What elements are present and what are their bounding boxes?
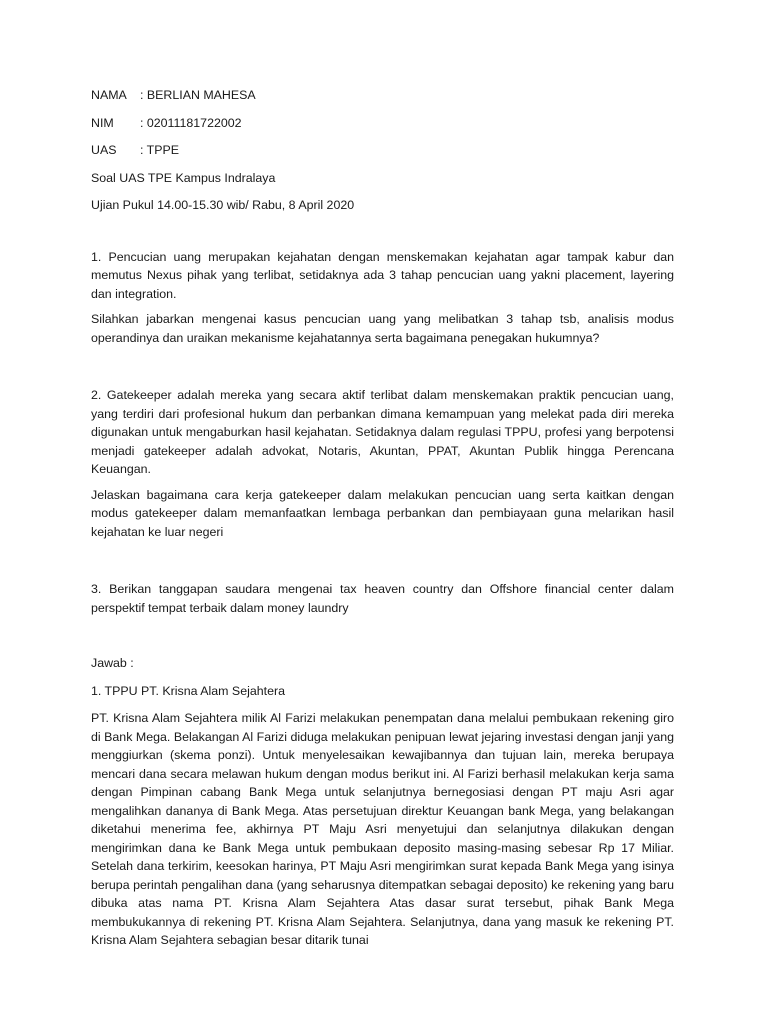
- nim-value: : 02011181722002: [140, 115, 242, 130]
- question-2-task: Jelaskan bagaimana cara kerja gatekeeper dalam melakukan pencucian uang serta kaitkan dengan modus gatekeeper dalam memanfaatkan lembaga perbankan dan pembiayaan guna melarikan hasil kejahatan ke luar negeri: [91, 487, 674, 539]
- uas-label: UAS: [91, 143, 117, 157]
- answer-heading: Jawab :: [91, 656, 134, 670]
- answer-body: PT. Krisna Alam Sejahtera milik Al Farizi melakukan penempatan dana melalui pembukaan rekening giro di Bank Mega. Belakangan Al Farizi diduga melakukan penipuan lewat jejaring investasi dengan janji yang menggiurkan (skema ponzi). Untuk menyelesaikan kewajibannya dan tujuan lain, mereka berupaya mencari dana secara melawan hukum dengan modus berikut ini. Al Farizi berhasil melakukan kerja sama dengan Pimpinan cabang Bank Mega untuk selanjutnya bernegosiasi dengan PT maju Asri agar mengalihkan dananya di Bank Mega. Atas persetujuan direktur Keuangan bank Mega, yang belakangan diketahui menerima fee, akhirnya PT Maju Asri menyetujui dan selanjutnya dilakukan dengan mengirimkan dana ke Bank Mega untuk pembukaan deposito masing-masing sebesar Rp 17 Miliar. Setelah dana terkirim, keesokan harinya, PT Maju Asri mengirimkan surat kepada Bank Mega yang isinya berupa perintah pengalihan dana (yang seharusnya ditempatkan sebagai deposito) ke rekening yang baru dibuka atas nama PT. Krisna Alam Sejahtera Atas dasar surat tersebut, pihak Bank Mega membukukannya di rekening PT. Krisna Alam Sejahtera. Selanjutnya, dana yang masuk ke rekening PT. Krisna Alam Sejahtera sebagian besar ditarik tunai: [91, 711, 674, 947]
- uas-value: : TPPE: [140, 143, 180, 157]
- question-1-task: Silahkan jabarkan mengenai kasus pencucian uang yang melibatkan 3 tahap tsb, analisis modus operandinya dan uraikan mekanisme kejahatannya serta bagaimana penegakan hukumnya?: [91, 312, 674, 345]
- nama-row: [91, 86, 674, 105]
- document-content: [91, 86, 674, 957]
- answer-subheading: 1. TPPU PT. Krisna Alam Sejahtera: [91, 683, 285, 698]
- question-1-text: 1. Pencucian uang merupakan kejahatan dengan menskemakan kejahatan agar tampak kabur dan memutus Nexus pihak yang terlibat, setidaknya ada 3 tahap pencucian uang yakni placement, layering dan integration.: [91, 249, 674, 301]
- question-2-text: 2. Gatekeeper adalah mereka yang secara aktif terlibat dalam menskemakan praktik pencucian uang, yang terdiri dari profesional hukum dan perbankan dimana kemampuan yang melekat pada diri mereka digunakan untuk mengaburkan hasil kejahatan. Setidaknya dalam regulasi TPPU, profesi yang berpotensi menjadi gatekeeper adalah advokat, Notaris, Akuntan, PPAT, Akuntan Publik hingga Perencana Keuangan.: [91, 388, 674, 476]
- spacer: [91, 224, 674, 248]
- spacer: [91, 548, 674, 580]
- spacer: [91, 354, 674, 386]
- question-3-text: 3. Berikan tanggapan saudara mengenai tax heaven country dan Offshore financial center dalam perspektif tempat terbaik dalam money laundry: [91, 582, 674, 615]
- uas-row: [91, 141, 674, 160]
- nim-label: NIM: [91, 115, 114, 130]
- ujian-line: Ujian Pukul 14.00-15.30 wib/ Rabu, 8 April 2020: [91, 198, 355, 212]
- soal-line: Soal UAS TPE Kampus Indralaya: [91, 170, 276, 185]
- nama-label: NAMA: [91, 88, 127, 102]
- nim-row: [91, 114, 674, 133]
- nama-value: : BERLIAN MAHESA: [140, 88, 256, 102]
- spacer: [91, 624, 674, 654]
